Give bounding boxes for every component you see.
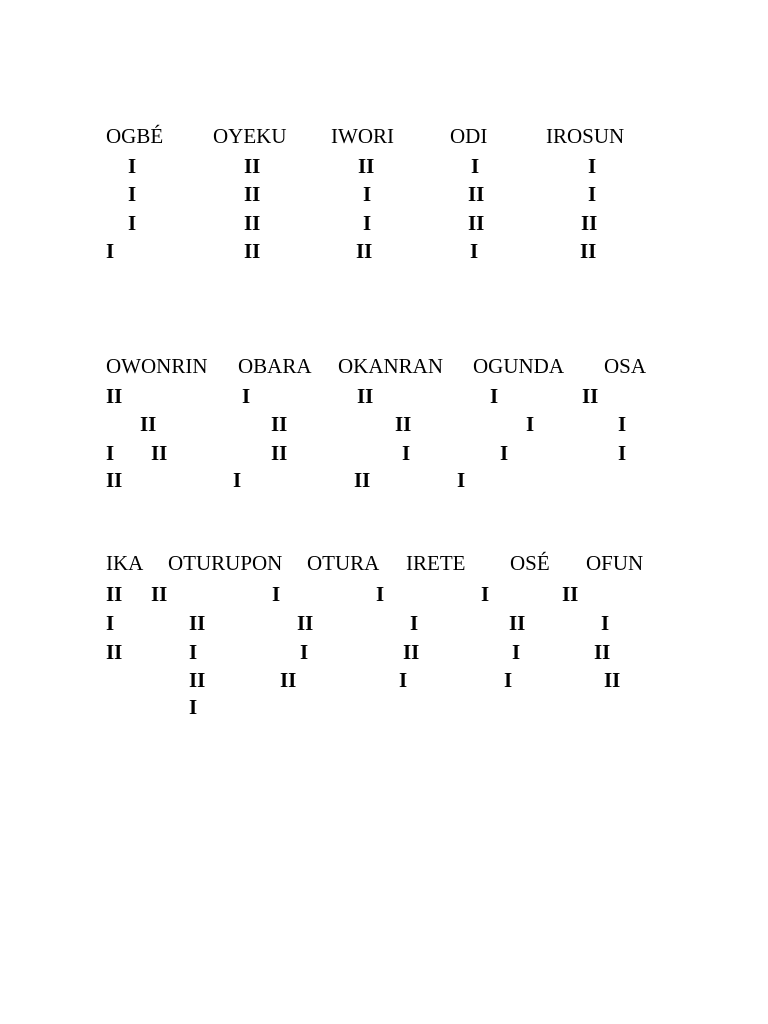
mark: I [618,412,627,436]
mark: I [470,239,479,263]
header-oyeku: OYEKU [213,124,287,148]
mark: I [526,412,535,436]
header-iwori: IWORI [331,124,394,148]
mark: II [594,640,611,664]
mark: I [410,611,419,635]
mark: I [512,640,521,664]
mark: II [244,211,261,235]
mark: I [106,239,115,263]
mark: II [244,182,261,206]
header-ogbe: OGBÉ [106,124,164,148]
mark: II [151,582,168,606]
mark: I [601,611,610,635]
mark: I [490,384,499,408]
mark: II [356,239,373,263]
mark: I [588,182,597,206]
header-owonrin: OWONRIN [106,354,208,378]
header-ika: IKA [106,551,144,575]
mark: I [128,182,137,206]
mark: II [140,412,157,436]
mark: I [106,611,115,635]
mark: II [106,582,123,606]
mark: I [233,468,242,492]
header-ogunda: OGUNDA [473,354,564,378]
mark: I [457,468,466,492]
header-osa: OSA [604,354,647,378]
mark: II [354,468,371,492]
mark: I [588,154,597,178]
mark: I [618,441,627,465]
header-ose: OSÉ [510,551,550,575]
mark: I [300,640,309,664]
mark: I [504,668,513,692]
mark: II [509,611,526,635]
mark: II [106,384,123,408]
mark: II [403,640,420,664]
mark: II [244,239,261,263]
mark: II [271,412,288,436]
mark: I [106,441,115,465]
header-okanran: OKANRAN [338,354,443,378]
mark: II [580,239,597,263]
mark: II [357,384,374,408]
mark: I [363,182,372,206]
header-irosun: IROSUN [546,124,625,148]
mark: II [604,668,621,692]
mark: I [471,154,480,178]
mark: II [358,154,375,178]
mark: II [106,468,123,492]
mark: I [128,154,137,178]
mark: I [402,441,411,465]
mark: I [500,441,509,465]
mark: II [106,640,123,664]
mark: I [128,211,137,235]
mark: II [581,211,598,235]
mark: I [242,384,251,408]
mark: II [244,154,261,178]
mark: I [481,582,490,606]
mark: I [189,695,198,719]
mark: II [297,611,314,635]
mark: II [189,611,206,635]
mark: I [189,640,198,664]
mark: I [363,211,372,235]
mark: II [468,211,485,235]
header-odi: ODI [450,124,488,148]
mark: I [272,582,281,606]
mark: II [562,582,579,606]
mark: I [399,668,408,692]
mark: II [582,384,599,408]
header-irete: IRETE [406,551,466,575]
mark: II [151,441,168,465]
mark: II [468,182,485,206]
header-oturupon: OTURUPON [168,551,283,575]
header-otura: OTURA [307,551,380,575]
mark: II [395,412,412,436]
header-obara: OBARA [238,354,312,378]
mark: II [280,668,297,692]
mark: II [271,441,288,465]
mark: II [189,668,206,692]
mark: I [376,582,385,606]
header-ofun: OFUN [586,551,644,575]
